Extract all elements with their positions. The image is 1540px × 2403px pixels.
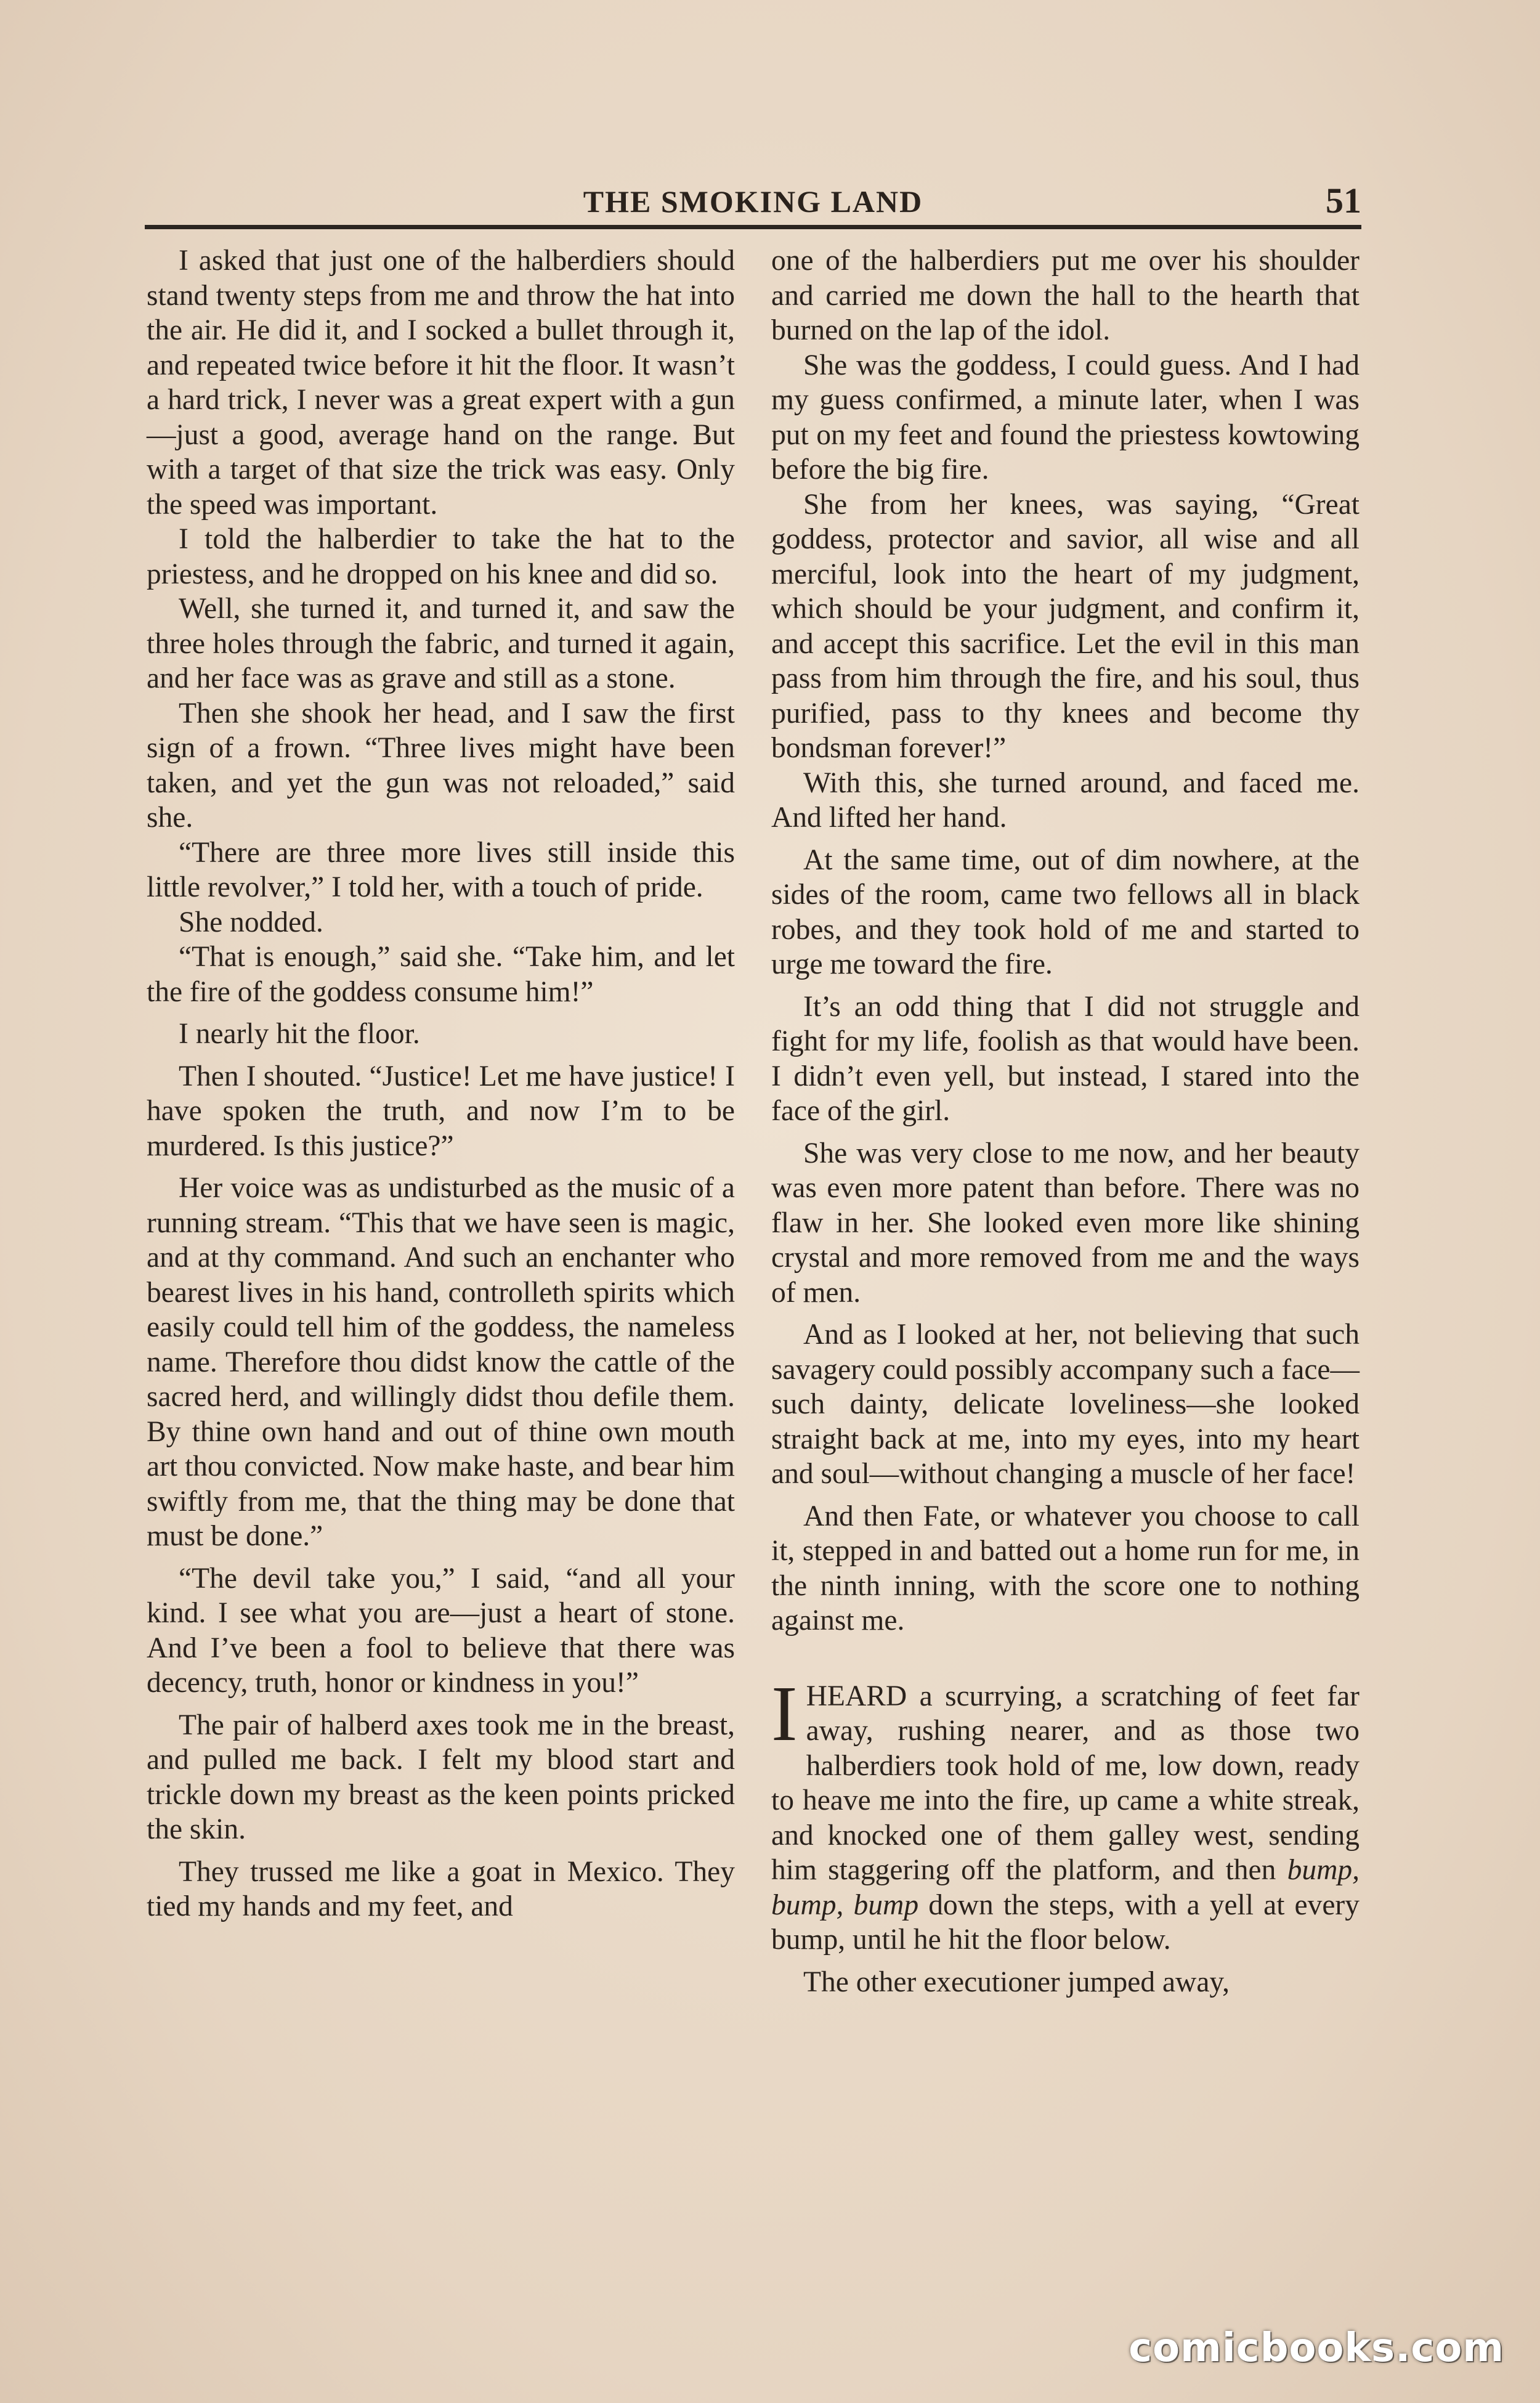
paragraph: I told the halberdier to take the hat to the priestess, and he dropped on his knee and did so. — [147, 523, 735, 590]
paragraph: And as I looked at her, not believing that such savagery could possibly accompany such a face—such dainty, delicate loveliness—she looked straight back at me, into my eyes, into my heart and soul—without changing a muscle of her face! — [771, 1319, 1360, 1490]
paragraph: And then Fate, or whatever you choose to call it, stepped in and batted out a home run for me, in the ninth inning, with the score one to nothing against me. — [771, 1500, 1360, 1637]
paragraph: I nearly hit the floor. — [179, 1018, 420, 1050]
section-break — [771, 1638, 1360, 1679]
drop-cap-paragraph — [771, 1669, 1360, 1958]
paragraph: She was very close to me now, and her beauty was even more patent than before. There was no flaw in her. She looked even more like shining crystal and more removed from me and the ways of men. — [771, 1137, 1360, 1309]
paragraph: Then I shouted. “Justice! Let me have justice! I have spoken the truth, and now I’m to be murdered. Is this justice?” — [147, 1060, 735, 1162]
paragraph: “There are three more lives still inside this little revolver,” I told her, with a touch of pride. — [147, 836, 735, 903]
paragraph: Her voice was as undisturbed as the music of a running stream. “This that we have seen is magic, and at thy command. And such an enchanter who bearest lives in his hand, controlleth spirits which easily could tell him of the goddess, the nameless name. Therefore thou didst know the cattle of the sacred herd, and willingly didst thou defile them. By thine own hand and out of thine own mouth art thou convicted. Now make haste, and bear him swiftly from me, that the thing may be done that must be done.” — [147, 1172, 735, 1552]
paragraph-text: HEARD a scurrying, a scratching of feet far away, rushing nearer, and as those two halberdiers took hold of me, low down, ready to heave me into the fire, up came a white streak, and knocked one of them galley west, sending him staggering off the platform, and then — [771, 1680, 1360, 1886]
paragraph: “That is enough,” said she. “Take him, and let the fire of the goddess consume him!” — [147, 941, 735, 1008]
paragraph: Well, she turned it, and turned it, and saw the three holes through the fabric, and turned it again, and her face was as grave and still as a stone. — [147, 593, 735, 694]
paragraph: She was the goddess, I could guess. And I had my guess confirmed, a minute later, when I was put on my feet and found the priestess kowtowing before the big fire. — [771, 349, 1360, 486]
paragraph: “The devil take you,” I said, “and all your kind. I see what you are—just a heart of stone. And I’ve been a fool to believe that there was decency, truth, honor or kindness in you!” — [147, 1562, 735, 1699]
paragraph: With this, she turned around, and faced me. And lifted her hand. — [771, 766, 1360, 834]
paragraph: Then she shook her head, and I saw the first sign of a frown. “Three lives might have been taken, and yet the gun was not reloaded,” said she. — [147, 697, 735, 834]
page-number: 51 — [1326, 181, 1361, 221]
paragraph: I asked that just one of the halberdiers should stand twenty steps from me and throw the hat into the air. He did it, and I socked a bullet through it, and repeated twice before it hit the floor. It wasn’t a hard trick, I never was a great expert with a gun—just a good, average hand on the range. But with a target of that size the trick was easy. Only the speed was important. — [147, 245, 735, 521]
drop-cap: I — [771, 1669, 798, 1757]
paragraph: The other executioner jumped away, — [803, 1966, 1230, 1998]
left-column — [147, 243, 735, 1924]
paragraph: She from her knees, was saying, “Great goddess, protector and savior, all wise and all merciful, look into the heart of my judgment, which should be your judgment, and confirm it, and accept this sacrifice. Let the evil in this man pass from him through the fire, and his soul, thus purified, pass to thy knees and become thy bondsman forever!” — [771, 488, 1360, 764]
paragraph: It’s an odd thing that I did not struggle and fight for my life, foolish as that would have been. I didn’t even yell, but instead, I stared into the face of the girl. — [771, 990, 1360, 1127]
italic-text: bump, bump, bump — [771, 1854, 1360, 1921]
paragraph: At the same time, out of dim nowhere, at the sides of the room, came two fellows all in black robes, and they took hold of me and started to urge me toward the fire. — [771, 844, 1360, 980]
paragraph: The pair of halberd axes took me in the breast, and pulled me back. I felt my blood start and trickle down my breast as the keen points pricked the skin. — [147, 1709, 735, 1845]
paragraph: one of the halberdiers put me over his shoulder and carried me down the hall to the hearth that burned on the lap of the idol. — [771, 245, 1360, 346]
paragraph: She nodded. — [179, 906, 323, 938]
right-column — [771, 243, 1360, 1999]
paragraph: They trussed me like a goat in Mexico. They tied my hands and my feet, and — [147, 1855, 735, 1922]
page-header — [145, 179, 1361, 229]
running-title: THE SMOKING LAND — [583, 184, 923, 219]
paragraph-text: down the steps, with a yell at every bump, until he hit the floor below. — [771, 1889, 1360, 1956]
watermark: comicbooks.com — [1129, 2325, 1504, 2371]
